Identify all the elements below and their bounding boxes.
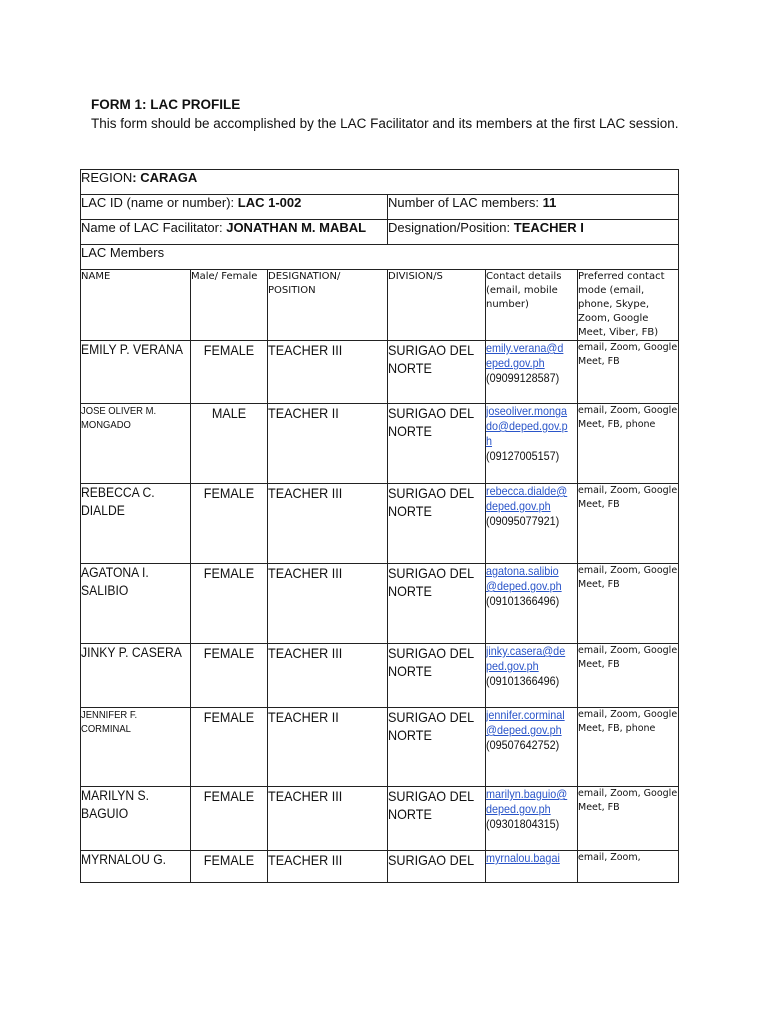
member-phone: (09127005157)	[486, 449, 560, 463]
member-phone: (09099128587)	[486, 371, 560, 385]
member-name: REBECCA C. DIALDE	[81, 485, 155, 518]
member-preferred-cell	[578, 564, 679, 644]
lac-id-value: LAC 1-002	[237, 195, 302, 210]
member-preferred-cell	[578, 404, 679, 484]
member-row	[81, 851, 679, 883]
member-name: MARILYN S. BAGUIO	[81, 788, 149, 821]
member-row	[81, 564, 679, 644]
member-name: MYRNALOU G.	[81, 852, 167, 867]
member-sex: FEMALE	[203, 709, 255, 725]
member-phone: (09101366496)	[486, 594, 560, 608]
col-designation: DESIGNATION/ POSITION	[268, 270, 388, 341]
designation-value: TEACHER I	[513, 220, 584, 235]
form-title: FORM 1: LAC PROFILE	[91, 97, 241, 112]
member-email-link[interactable]: marilyn.baguio@deped.gov.ph	[486, 787, 568, 816]
lac-id-label: LAC ID (name or number):	[81, 195, 238, 210]
member-division-cell	[388, 564, 486, 644]
lac-id-row	[81, 195, 679, 220]
member-name-cell	[81, 564, 191, 644]
member-sex-cell	[191, 851, 268, 883]
member-designation-cell	[268, 404, 388, 484]
col-contact: Contact details (email, mobile number)	[486, 270, 578, 341]
designation-label: Designation/Position:	[388, 220, 514, 235]
member-row	[81, 644, 679, 708]
member-designation-cell	[268, 564, 388, 644]
member-phone: (09507642752)	[486, 738, 560, 752]
member-division-cell	[388, 341, 486, 404]
member-email-link[interactable]: agatona.salibio@deped.gov.ph	[486, 564, 562, 593]
designation-cell	[388, 220, 679, 245]
member-preferred: email, Zoom, Google Meet, FB	[578, 342, 678, 367]
member-designation-cell	[268, 787, 388, 851]
member-sex: FEMALE	[203, 342, 255, 358]
member-name-cell	[81, 484, 191, 564]
member-preferred: email, Zoom,	[578, 852, 641, 863]
member-name-cell	[81, 787, 191, 851]
member-designation-cell	[268, 644, 388, 708]
member-name-cell	[81, 404, 191, 484]
region-cell: REGION: CARAGA	[81, 170, 679, 195]
member-row	[81, 484, 679, 564]
col-division: DIVISION/S	[388, 270, 486, 341]
member-designation-cell	[268, 708, 388, 787]
member-sex-cell	[191, 708, 268, 787]
members-heading: LAC Members	[81, 245, 679, 270]
member-contact	[486, 708, 569, 753]
member-designation: TEACHER III	[268, 565, 343, 581]
member-row	[81, 341, 679, 404]
member-email-link[interactable]: rebecca.dialde@deped.gov.ph	[486, 484, 568, 513]
member-designation: TEACHER III	[268, 852, 343, 868]
member-designation-cell	[268, 484, 388, 564]
member-preferred: email, Zoom, Google Meet, FB	[578, 788, 678, 813]
member-designation-cell	[268, 851, 388, 883]
member-contact	[486, 644, 569, 689]
member-row	[81, 404, 679, 484]
member-division: SURIGAO DEL NORTE	[388, 405, 474, 439]
member-division-cell	[388, 644, 486, 708]
member-division: SURIGAO DEL NORTE	[388, 342, 474, 376]
form-intro	[91, 95, 691, 133]
member-sex: FEMALE	[203, 645, 255, 661]
members-count-label: Number of LAC members:	[388, 195, 543, 210]
member-preferred-cell	[578, 484, 679, 564]
member-contact-cell	[486, 644, 578, 708]
member-division: SURIGAO DEL NORTE	[388, 565, 474, 599]
member-sex: MALE	[211, 405, 247, 421]
member-designation: TEACHER III	[268, 788, 343, 804]
member-contact-cell	[486, 404, 578, 484]
member-division: SURIGAO DEL NORTE	[388, 485, 474, 519]
lac-id-cell	[81, 195, 388, 220]
member-designation: TEACHER III	[268, 645, 343, 661]
member-contact-cell	[486, 484, 578, 564]
member-sex: FEMALE	[203, 788, 255, 804]
col-preferred: Preferred contact mode (email, phone, Skype, Zoom, Google Meet, Viber, FB)	[578, 270, 679, 341]
member-preferred-cell	[578, 851, 679, 883]
member-email-link[interactable]: joseoliver.mongado@deped.gov.ph	[486, 404, 568, 448]
column-header-row	[81, 270, 679, 341]
lac-profile-table	[80, 169, 679, 883]
member-sex-cell	[191, 404, 268, 484]
member-sex-cell	[191, 484, 268, 564]
member-contact	[486, 851, 569, 866]
member-preferred-cell	[578, 708, 679, 787]
member-sex: FEMALE	[203, 565, 255, 581]
member-designation: TEACHER II	[268, 709, 339, 725]
member-preferred: email, Zoom, Google Meet, FB, phone	[578, 405, 678, 430]
region-row	[81, 170, 679, 195]
member-email-link[interactable]: myrnalou.bagai	[486, 851, 560, 865]
member-name: AGATONA I. SALIBIO	[81, 565, 149, 598]
member-division-cell	[388, 484, 486, 564]
member-contact	[486, 484, 569, 529]
member-preferred: email, Zoom, Google Meet, FB, phone	[578, 709, 678, 734]
member-contact	[486, 404, 569, 464]
member-name-cell	[81, 341, 191, 404]
member-preferred-cell	[578, 644, 679, 708]
member-designation-cell	[268, 341, 388, 404]
member-contact-cell	[486, 787, 578, 851]
member-contact	[486, 341, 569, 386]
member-name: EMILY P. VERANA	[81, 342, 183, 357]
member-email-link[interactable]: jinky.casera@deped.gov.ph	[486, 644, 566, 673]
facilitator-row	[81, 220, 679, 245]
members-count-cell	[388, 195, 679, 220]
member-sex-cell	[191, 341, 268, 404]
member-contact	[486, 787, 569, 832]
member-name-cell	[81, 708, 191, 787]
member-preferred: email, Zoom, Google Meet, FB	[578, 645, 678, 670]
member-phone: (09301804315)	[486, 817, 560, 831]
member-sex-cell	[191, 564, 268, 644]
member-division-cell	[388, 404, 486, 484]
member-sex-cell	[191, 787, 268, 851]
member-email-link[interactable]: emily.verana@deped.gov.ph	[486, 341, 564, 370]
member-name-cell	[81, 851, 191, 883]
facilitator-value: JONATHAN M. MABAL	[226, 220, 367, 235]
member-sex-cell	[191, 644, 268, 708]
member-name-cell	[81, 644, 191, 708]
member-contact-cell	[486, 341, 578, 404]
member-name: JINKY P. CASERA	[81, 645, 182, 660]
member-division: SURIGAO DEL NORTE	[388, 645, 474, 679]
member-preferred-cell	[578, 341, 679, 404]
col-sex: Male/ Female	[191, 270, 268, 341]
member-designation: TEACHER III	[268, 342, 343, 358]
region-value: CARAGA	[140, 170, 198, 185]
facilitator-label: Name of LAC Facilitator:	[81, 220, 227, 235]
member-preferred-cell	[578, 787, 679, 851]
member-division: SURIGAO DEL	[388, 852, 475, 868]
member-row	[81, 708, 679, 787]
member-preferred: email, Zoom, Google Meet, FB	[578, 485, 678, 510]
member-division-cell	[388, 708, 486, 787]
member-designation: TEACHER III	[268, 485, 343, 501]
region-label: REGION	[81, 170, 133, 185]
members-count-value: 11	[542, 195, 557, 210]
member-division: SURIGAO DEL NORTE	[388, 709, 474, 743]
member-row	[81, 787, 679, 851]
col-name: NAME	[81, 270, 191, 341]
member-contact	[486, 564, 569, 609]
member-division: SURIGAO DEL NORTE	[388, 788, 474, 822]
member-division-cell	[388, 787, 486, 851]
members-heading-row	[81, 245, 679, 270]
member-name: JENNIFER F. CORMINAL	[81, 709, 138, 735]
member-phone: (09101366496)	[486, 674, 560, 688]
member-sex: FEMALE	[203, 852, 255, 868]
member-contact-cell	[486, 851, 578, 883]
facilitator-cell	[81, 220, 388, 245]
member-contact-cell	[486, 564, 578, 644]
member-contact-cell	[486, 708, 578, 787]
member-division-cell	[388, 851, 486, 883]
member-phone: (09095077921)	[486, 514, 560, 528]
member-email-link[interactable]: jennifer.corminal@deped.gov.ph	[486, 708, 565, 737]
member-preferred: email, Zoom, Google Meet, FB	[578, 565, 678, 590]
member-name: JOSE OLIVER M. MONGADO	[81, 405, 157, 431]
member-designation: TEACHER II	[268, 405, 339, 421]
form-instructions: This form should be accomplished by the LAC Facilitator and its members at the first LAC session.	[91, 116, 679, 131]
member-sex: FEMALE	[203, 485, 255, 501]
